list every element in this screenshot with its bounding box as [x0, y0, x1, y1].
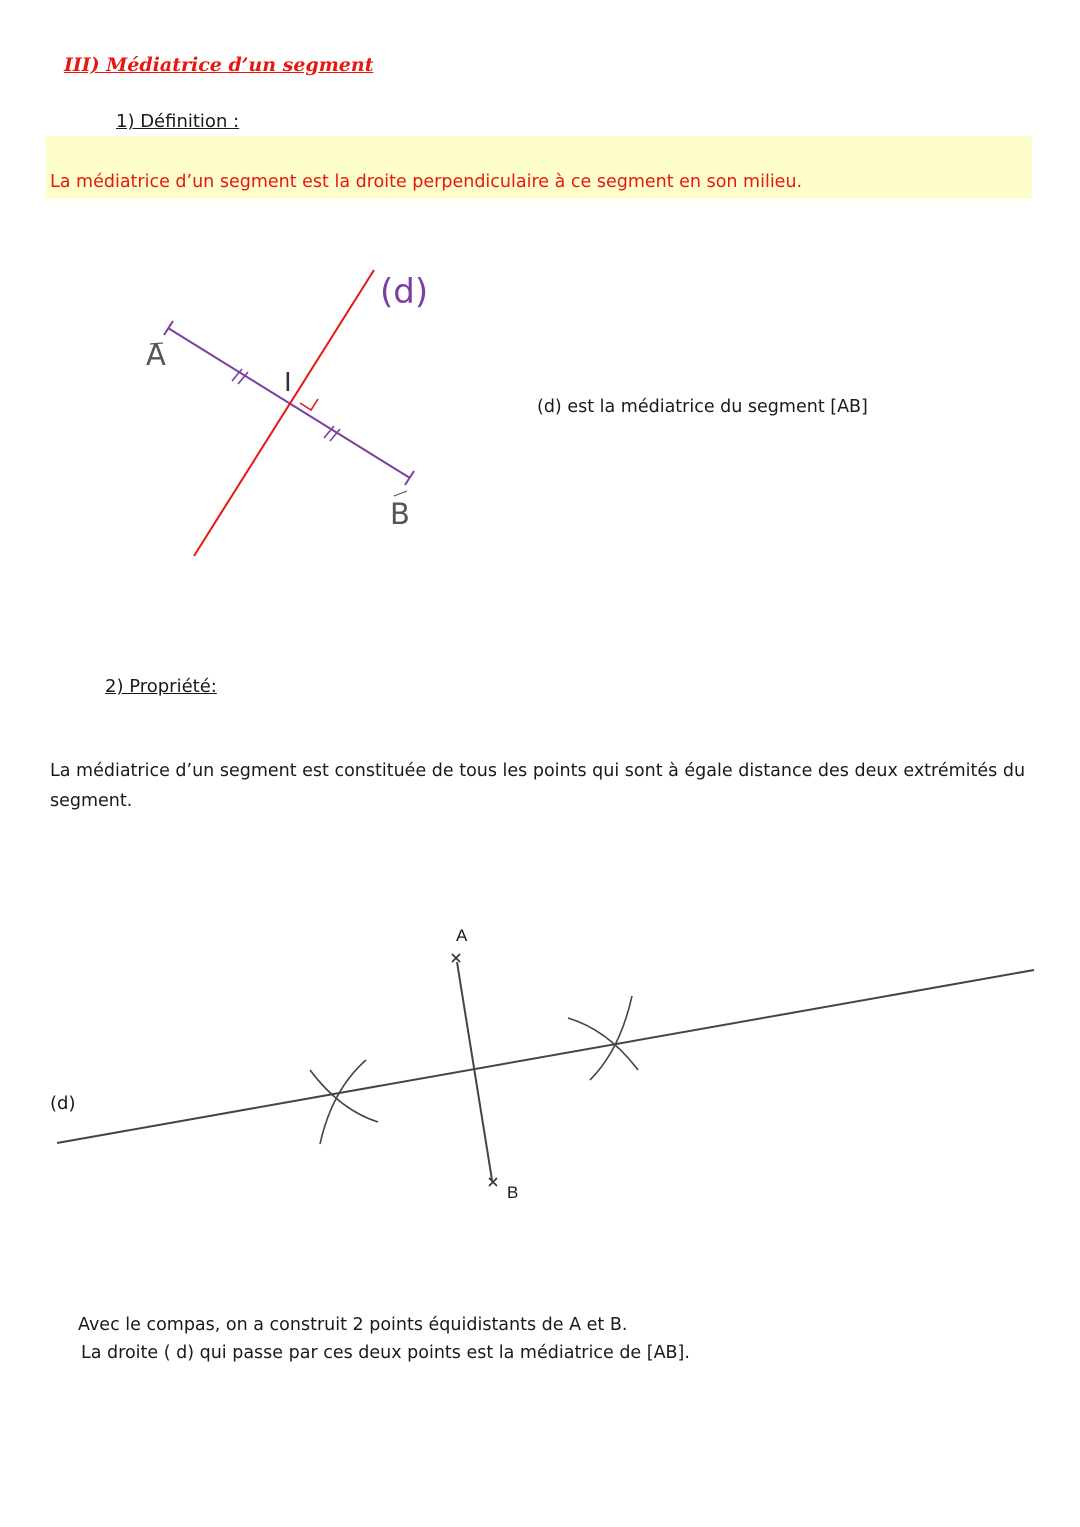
compass-arc-left-2 — [320, 1060, 366, 1144]
compass-arc-right-1 — [568, 1018, 638, 1070]
figure1-label-b: B — [390, 497, 410, 531]
figure1-caption: (d) est la médiatrice du segment [AB] — [537, 397, 868, 417]
section-title: III) Médiatrice d’un segment — [64, 54, 374, 76]
compass-arc-right-2 — [590, 996, 632, 1080]
definition-text: La médiatrice d’un segment est la droite perpendiculaire à ce segment en son milieu. — [50, 172, 803, 192]
property-heading: 2) Propriété: — [105, 676, 217, 697]
conclusion-text — [78, 1311, 690, 1367]
figure2-label-a: A — [456, 926, 468, 945]
figure1-label-a: A — [146, 338, 166, 372]
definition-heading: 1) Définition : — [116, 111, 240, 132]
figure2-label-b: B — [507, 1183, 519, 1202]
conclusion-line-2: La droite ( d) qui passe par ces deux points est la médiatrice de [AB]. — [81, 1343, 690, 1363]
figure1-label-d: (d) — [380, 272, 429, 312]
line-d — [57, 970, 1034, 1143]
figure2-label-d: (d) — [50, 1093, 76, 1114]
property-text: La médiatrice d’un segment est constituée de tous les points qui sont à égale distance des deux extrémités du segment. — [50, 761, 1026, 811]
figure1-label-i: I — [284, 368, 292, 398]
conclusion-line-1: Avec le compas, on a construit 2 points équidistants de A et B. — [78, 1315, 628, 1335]
